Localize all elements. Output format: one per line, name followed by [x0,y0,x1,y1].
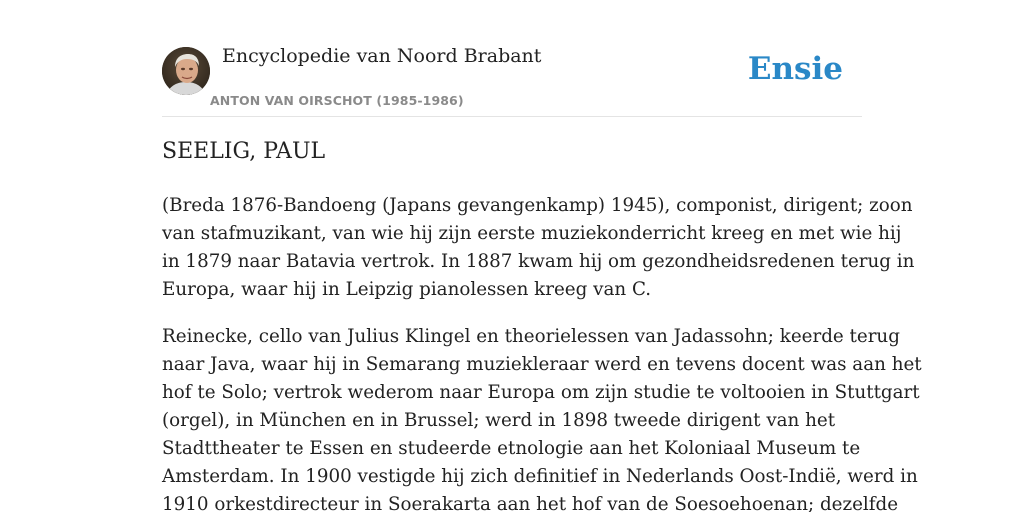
text-line: van stafmuzikant, van wie hij zijn eerste muziekonderricht kreeg en met wie hij [162,223,902,244]
text-line: Amsterdam. In 1900 vestigde hij zich definitief in Nederlands Oost-Indië, werd in [162,466,918,487]
site-title[interactable]: Encyclopedie van Noord Brabant [222,45,542,67]
text-line: (orgel), in München en in Brussel; werd in 1898 tweede dirigent van het [162,410,836,431]
text-line: naar Java, waar hij in Semarang muziekleraar werd en tevens docent was aan het [162,354,922,375]
entry-paragraph [162,323,922,512]
header [162,0,862,117]
entry-title: SEELIG, PAUL [162,139,326,164]
text-line: Reinecke, cello van Julius Klingel en theorielessen van Jadassohn; keerde terug [162,326,900,347]
text-line: (Breda 1876-Bandoeng (Japans gevangenkamp) 1945), componist, dirigent; zoon [162,195,913,216]
ensie-logo[interactable]: Ensie [747,51,843,87]
text-line: 1910 orkestdirecteur in Soerakarta aan het hof van de Soesoehoenan; dezelfde [162,494,899,512]
text-line: in 1879 naar Batavia vertrok. In 1887 kwam hij om gezondheidsredenen terug in [162,251,915,272]
entry-paragraph [162,192,915,304]
text-line: Stadttheater te Essen en studeerde etnologie aan het Koloniaal Museum te [162,438,861,459]
author-name[interactable]: ANTON VAN OIRSCHOT (1985-1986) [210,93,464,108]
avatar-portrait-icon [162,47,210,95]
author-avatar[interactable] [162,47,210,95]
text-line: hof te Solo; vertrok wederom naar Europa om zijn studie te voltooien in Stuttgart [162,382,920,403]
text-line: Europa, waar hij in Leipzig pianolessen kreeg van C. [162,279,652,300]
